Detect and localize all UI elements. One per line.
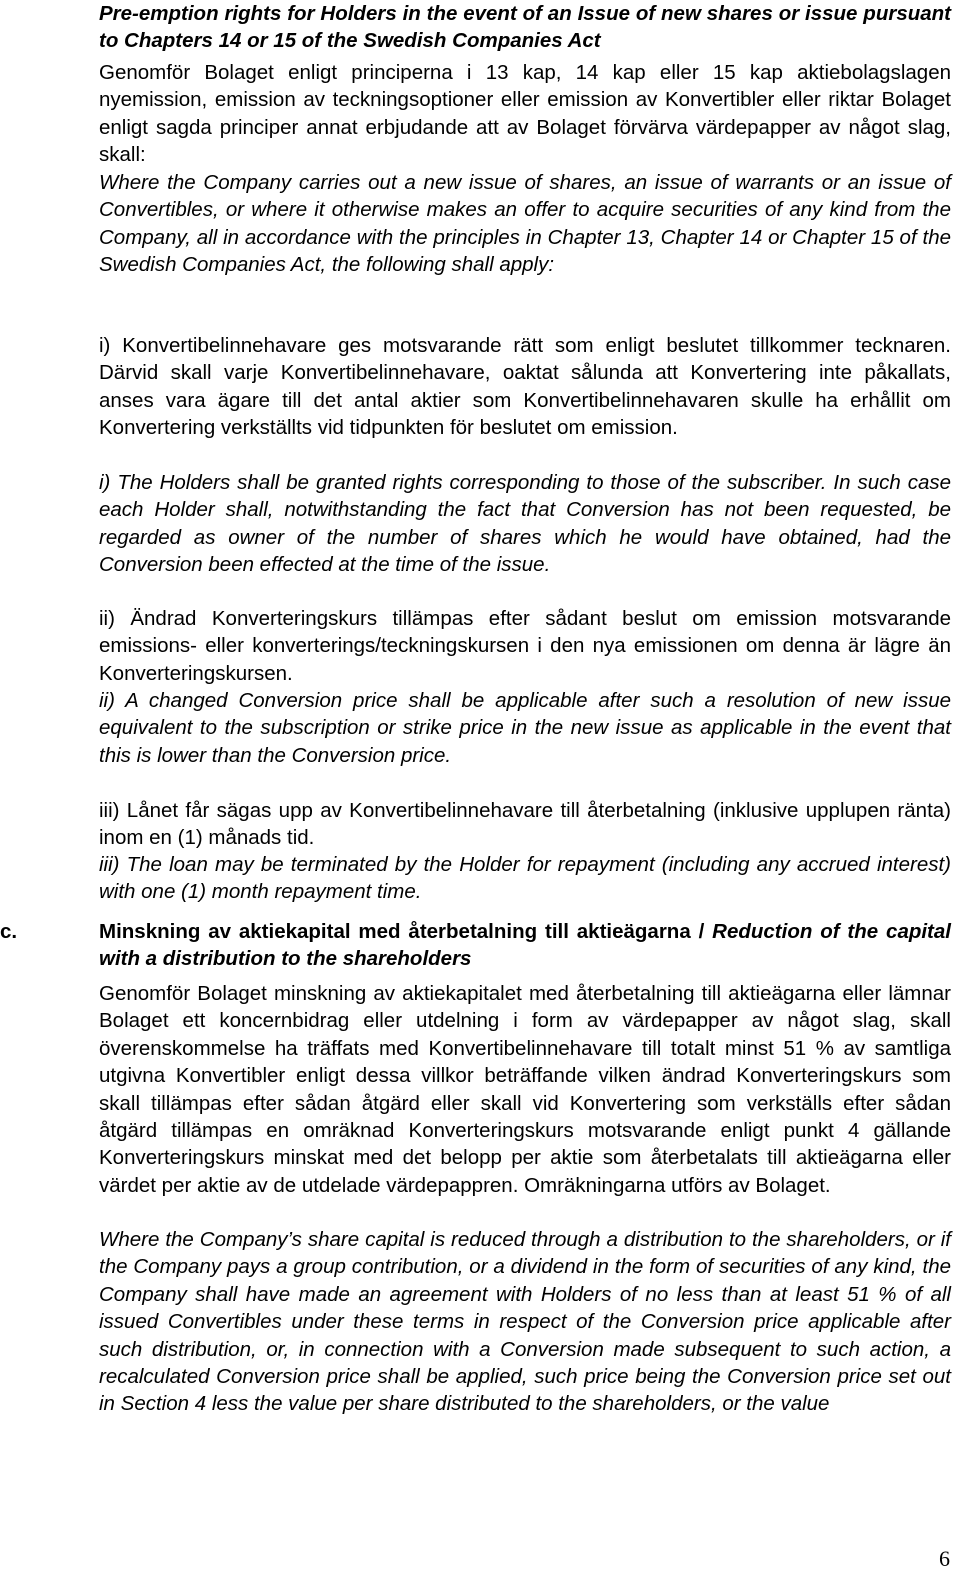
- item-iii-sv-text: iii) Lånet får sägas upp av Konvertibelinnehavare till återbetalning (inklusive upplupen ränta) inom en (1) månads tid.: [99, 799, 951, 850]
- item-iii-english: [99, 851, 951, 906]
- item-ii-en-text: ii) A changed Conversion price shall be applicable after such a resolution of new issue equivalent to the subscription or strike price in the new issue as applicable in the event that this is lower than the Conversion price.: [99, 689, 951, 767]
- item-i-sv-text: i) Konvertibelinnehavare ges motsvarande rätt som enligt beslutet tillkommer tecknaren. Därvid skall varje Konvertibelinnehavare, oaktat sålunda att Konvertering inte påkallats, anses vara ägare till det antal aktier som Konvertibelinnehavaren skulle ha erhållit om Konvertering verkställts vid tidpunkten för beslutet om emission.: [99, 334, 951, 440]
- item-i-en-text: i) The Holders shall be granted rights corresponding to those of the subscriber. In such case each Holder shall, notwithstanding the fact that Conversion has not been requested, be regarded as owner of the number of shares which he would have obtained, had the Conversion been effected at the time of the issue.: [99, 471, 951, 577]
- item-ii-english: [99, 687, 951, 769]
- section-c-heading-en: Reduction of the capital with a distribution to the shareholders: [99, 920, 951, 971]
- heading-preemption-rights-text: Pre-emption rights for Holders in the event of an Issue of new shares or issue pursuant to Chapters 14 or 15 of the Swedish Companies Act: [99, 2, 951, 53]
- page-number: 6: [939, 1546, 950, 1571]
- section-c-heading-sv: Minskning av aktiekapital med återbetalning till aktieägarna /: [99, 920, 713, 943]
- item-iii-en-text: iii) The loan may be terminated by the Holder for repayment (including any accrued interest) with one (1) month repayment time.: [99, 853, 951, 904]
- intro-sv-text: Genomför Bolaget enligt principerna i 13 kap, 14 kap eller 15 kap aktiebolagslagen nyemission, emission av teckningsoptioner eller emission av Konvertibler eller riktar Bolaget enligt sagda principer annat erbjudande att av Bolaget förvärva värdepapper av något slag, skall:: [99, 61, 951, 167]
- intro-paragraph-swedish: [99, 59, 951, 169]
- item-i-english: [99, 469, 951, 579]
- intro-en-text: Where the Company carries out a new issue of shares, an issue of warrants or an issue of Convertibles, or where it otherwise makes an offer to acquire securities of any kind from the Company, all in accordance with the principles in Chapter 13, Chapter 14 or Chapter 15 of the Swedish Companies Act, the following shall apply:: [99, 171, 951, 277]
- intro-paragraph-english: [99, 169, 951, 279]
- heading-preemption-rights: [99, 0, 951, 55]
- section-c-heading: [99, 918, 951, 973]
- item-ii-sv-text: ii) Ändrad Konverteringskurs tillämpas efter sådant beslut om emission motsvarande emissions- eller konverterings/teckningskursen i den nya emissionen om denna är lägre än Konverteringskursen.: [99, 607, 951, 685]
- item-ii-swedish: [99, 605, 951, 687]
- section-c-body-swedish: [99, 980, 951, 1199]
- section-c-letter: c.: [0, 920, 18, 943]
- section-c-body-en-text: Where the Company’s share capital is reduced through a distribution to the shareholders, or if the Company pays a group contribution, or a dividend in the form of securities of any kind, the Company shall have made an agreement with Holders of no less than at least 51 % of all issued Convertibles under these terms in respect of the Conversion price applicable after such distribution, or, in connection with a Conversion made subsequent to such action, a recalculated Conversion price shall be applied, such price being the Conversion price set out in Section 4 less the value per share distributed to the shareholders, or the value: [99, 1228, 951, 1416]
- section-c-heading-text: [99, 918, 951, 973]
- section-c-body-sv-text: Genomför Bolaget minskning av aktiekapitalet med återbetalning till aktieägarna eller lämnar Bolaget ett koncernbidrag eller utdelning i form av värdepapper av något slag, skall överenskommelse ha träffats med Konvertibelinnehavare till totalt minst 51 % av samtliga utgivna Konvertibler enligt dessa villkor beträffande vilken ändrad Konverteringskurs som skall tillämpas efter sådan åtgärd eller skall vid Konvertering som verkställs efter sådan åtgärd tillämpas en omräknad Konverteringskurs motsvarande enligt punkt 4 gällande Konverteringskurs minskat med det belopp per aktie som återbetalats till aktieägarna eller värdet per aktie av de utdelade värdepappren. Omräkningarna utförs av Bolaget.: [99, 982, 951, 1197]
- item-iii-swedish: [99, 797, 951, 852]
- item-i-swedish: [99, 332, 951, 442]
- section-c-body-english: [99, 1226, 951, 1418]
